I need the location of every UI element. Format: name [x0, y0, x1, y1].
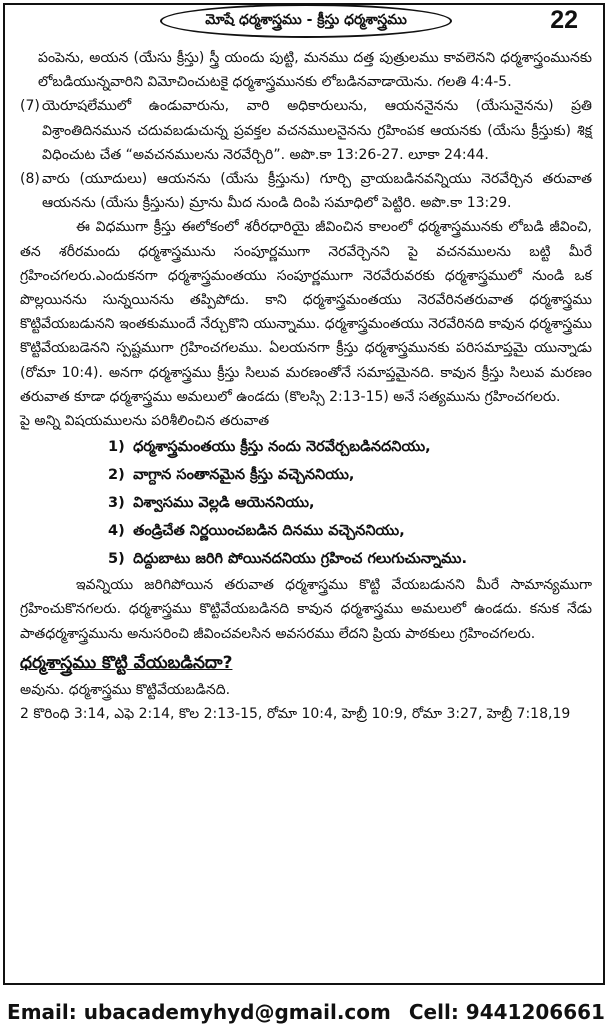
contact-footer: [0, 988, 612, 1035]
list-item: 1) ధర్మశాస్త్రమంతయు క్రీస్తు నందు నెరవేర్చబడినదనియు,: [108, 439, 431, 456]
body-paragraph: ఈ విధముగా క్రీస్తు ఈలోకంలో శరీరధారియై జీవించిన కాలంలో ధర్మశాస్త్రమునకు లోబడి జీవించి, తన శరీరమందు ధర్మశాస్త్రమును సంపూర్ణముగా నెరవేర్చెనని పై వచనములను బట్టి మీరే గ్రహించగలరు.ఎందుకనగా ధర్మశాస్త్రమంతయు సంపూర్ణముగా నెరవేరువరకు ధర్మశాస్త్రములో నుండి ఒక పొల్లయినను సున్నయినను తప్పిపోదు. కాని ధర్మశాస్త్రమంతయు నెరవేరినతరువాత ధర్మశాస్త్రము కొట్టివేయబడునని ఇంతకుముందే నేర్చుకొని యున్నాము. ధర్మశాస్త్రమంతయు నెరవేరినది కావున ధర్మశాస్త్రము కొట్టివేయబడెనని స్పష్టముగా గ్రహించగలము. ఏలయనగా క్రీస్తు ధర్మశాస్త్రమునకు పరిసమాప్తమై యున్నాడు (రోమా 10:4). అనగా ధర్మశాస్త్రము క్రీస్తు సిలువ మరణంతోనే సమాప్తమైనది. కావున క్రీస్తు సిలువ మరణం తరువాత కూడా ధర్మశాస్త్రము అమలులో ఉండదు (కొలస్సి 2:13-15) అనే సత్యమును గ్రహించగలరు.: [20, 219, 592, 405]
numbered-paragraph-8: [20, 167, 592, 215]
list-intro: పై అన్ని విషయములను పరిశీలించిన తరువాత: [20, 413, 270, 430]
section-answer: అవును. ధర్మశాస్త్రము కొట్టివేయబడినది.: [20, 681, 231, 698]
scripture-references: 2 కొరింధి 3:14, ఎఫె 2:14, కొల 2:13-15, రోమా 10:4, హెబ్రీ 10:9, రోమా 3:27, హెబ్రీ 7:18,19: [20, 706, 571, 723]
footer-email: Email: ubacademyhyd@gmail.com: [7, 999, 391, 1024]
list-item: 4) తండ్రిచేత నిర్ణయించబడిన దినము వచ్చెననియు,: [108, 523, 405, 540]
conclusion-paragraph: ఇవన్నియు జరిగిపోయిన తరువాత ధర్మశాస్త్రము కొట్టి వేయబడునని మీరే సామాన్యముగా గ్రహించుకొనగలరు. ధర్మశాస్త్రము కొట్టివేయబడినది కావున ధర్మశాస్త్రము అమలులో ఉండదు. కనుక నేడు పాతధర్మశాస్త్రమును అనుసరించి జీవించవలసిన అవసరము లేదని ప్రియ పాఠకులు గ్రహించగలరు.: [20, 577, 592, 642]
paragraph-text: వారు (యూదులు) ఆయనను (యేసు క్రీస్తును) గూర్చి వ్రాయబడినవన్నియు నెరవేర్చిన తరువాత ఆయనను (యేసు క్రీస్తును) మ్రాను మీద నుండి దింపి సమాధిలో పెట్టిరి. అపొ.కా 13:29.: [42, 171, 592, 212]
numbered-paragraph-7: [20, 94, 592, 167]
conclusion-list: [20, 433, 592, 573]
section-heading: ధర్మశాస్త్రము కొట్టి వేయబడినదా?: [20, 652, 233, 673]
page-title: [160, 4, 452, 38]
list-item: 3) విశ్వాసము వెల్లడి ఆయెననియు,: [108, 495, 315, 512]
footer-cell: Cell: 9441206661: [408, 999, 605, 1024]
list-item: 2) వాగ్దాన సంతానమైన క్రీస్తు వచ్చెననియు,: [108, 467, 355, 484]
document-body: [20, 46, 592, 726]
page-number: 22: [550, 6, 578, 34]
paragraph-number: (8): [20, 171, 40, 188]
paragraph-number: (7): [20, 98, 40, 115]
paragraph-text: యెరూషలేములో ఉండువారును, వారి అధికారులును, ఆయననైనను (యేసునైనను) ప్రతి విశ్రాంతిదినమున చదువబడుచున్న ప్రవక్తల వచనములనైనను గ్రహింపక ఆయనకు (యేసు క్రీస్తుకు) శిక్ష విధించుట చేత “అవచనములను నెరవేర్చిరి”. అపొ.కా 13:26-27. లూకా 24:44.: [42, 98, 592, 163]
paragraph-continuation: పంపెను, అయన (యేసు క్రీస్తు) స్త్రీ యందు పుట్టి, మనము దత్త పుత్రులము కావలెనని ధర్మశాస్త్రంమునకు లోబడియున్నవారిని విమోచించుటకై ధర్మశాస్త్రమునకు లోబడినవాడాయెను. గలతి 4:4-5.: [38, 50, 592, 91]
list-item: 5) దిద్దుబాటు జరిగి పోయినదనియు గ్రహించ గలుగుచున్నాము.: [108, 551, 467, 568]
page-title-text: మోషే ధర్మశాస్త్రము - క్రీస్తు ధర్మశాస్త్రము: [205, 11, 407, 28]
